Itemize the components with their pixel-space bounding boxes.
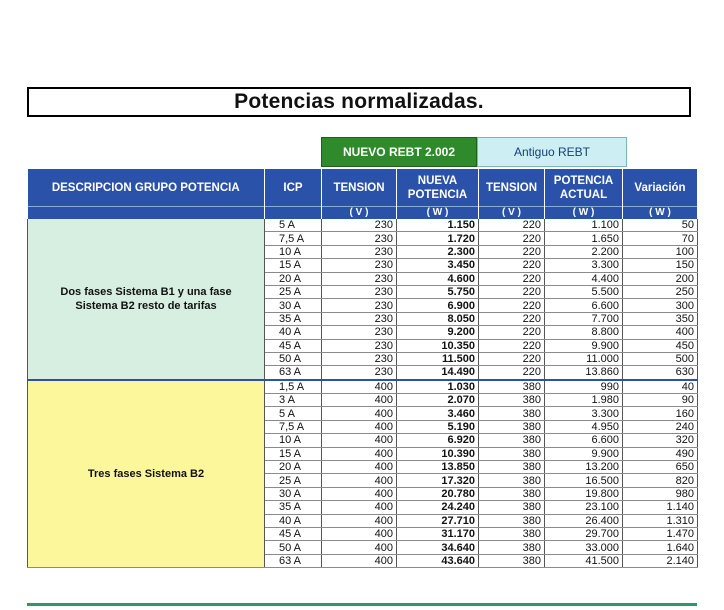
cell-tension-old: 220 xyxy=(479,245,545,258)
cell-tension-old: 380 xyxy=(479,527,545,540)
cell-variacion: 50 xyxy=(623,219,698,232)
cell-tension-new: 400 xyxy=(322,514,397,527)
cell-variacion: 70 xyxy=(623,232,698,245)
bottom-divider xyxy=(27,603,697,606)
cell-icp: 35 A xyxy=(265,501,322,514)
cell-tension-old: 220 xyxy=(479,219,545,232)
header-row xyxy=(28,169,698,207)
cell-tension-old: 380 xyxy=(479,394,545,407)
cell-variacion: 90 xyxy=(623,394,698,407)
power-table xyxy=(27,169,698,568)
cell-potencia-new: 20.780 xyxy=(397,487,479,500)
cell-tension-old: 220 xyxy=(479,232,545,245)
cell-icp: 45 A xyxy=(265,339,322,352)
cell-tension-new: 400 xyxy=(322,487,397,500)
cell-tension-old: 220 xyxy=(479,299,545,312)
cell-potencia-old: 5.500 xyxy=(545,285,623,298)
cell-potencia-new: 9.200 xyxy=(397,326,479,339)
cell-variacion: 500 xyxy=(623,352,698,365)
cell-variacion: 400 xyxy=(623,326,698,339)
cell-potencia-new: 1.150 xyxy=(397,219,479,232)
cell-variacion: 650 xyxy=(623,461,698,474)
cell-icp: 63 A xyxy=(265,554,322,567)
cell-potencia-new: 14.490 xyxy=(397,366,479,380)
col-header-tension-new: TENSION xyxy=(322,169,397,207)
cell-potencia-old: 41.500 xyxy=(545,554,623,567)
cell-icp: 50 A xyxy=(265,541,322,554)
group-header-new-rebt: NUEVO REBT 2.002 xyxy=(321,137,477,167)
cell-icp: 10 A xyxy=(265,434,322,447)
cell-tension-new: 230 xyxy=(322,259,397,272)
cell-potencia-old: 990 xyxy=(545,380,623,394)
cell-icp: 40 A xyxy=(265,326,322,339)
cell-tension-old: 380 xyxy=(479,554,545,567)
cell-potencia-old: 19.800 xyxy=(545,487,623,500)
cell-variacion: 490 xyxy=(623,447,698,460)
cell-tension-old: 220 xyxy=(479,326,545,339)
cell-potencia-new: 3.450 xyxy=(397,259,479,272)
cell-potencia-new: 10.350 xyxy=(397,339,479,352)
cell-potencia-old: 3.300 xyxy=(545,407,623,420)
cell-potencia-old: 1.100 xyxy=(545,219,623,232)
unit-potencia-new: ( W ) xyxy=(397,207,479,220)
cell-icp: 7,5 A xyxy=(265,232,322,245)
cell-tension-old: 220 xyxy=(479,339,545,352)
cell-tension-new: 400 xyxy=(322,474,397,487)
cell-potencia-old: 7.700 xyxy=(545,312,623,325)
cell-potencia-new: 8.050 xyxy=(397,312,479,325)
cell-variacion: 100 xyxy=(623,245,698,258)
cell-tension-old: 220 xyxy=(479,259,545,272)
cell-potencia-old: 16.500 xyxy=(545,474,623,487)
cell-potencia-old: 33.000 xyxy=(545,541,623,554)
cell-variacion: 300 xyxy=(623,299,698,312)
cell-variacion: 320 xyxy=(623,434,698,447)
cell-variacion: 1.470 xyxy=(623,527,698,540)
group-header-old-rebt: Antiguo REBT xyxy=(477,137,627,167)
cell-variacion: 1.140 xyxy=(623,501,698,514)
cell-potencia-new: 6.920 xyxy=(397,434,479,447)
cell-potencia-old: 8.800 xyxy=(545,326,623,339)
cell-tension-new: 230 xyxy=(322,352,397,365)
cell-icp: 1,5 A xyxy=(265,380,322,394)
cell-tension-old: 220 xyxy=(479,352,545,365)
cell-potencia-new: 3.460 xyxy=(397,407,479,420)
cell-icp: 40 A xyxy=(265,514,322,527)
cell-tension-new: 400 xyxy=(322,407,397,420)
unit-tension-old: ( V ) xyxy=(479,207,545,220)
cell-tension-new: 230 xyxy=(322,326,397,339)
cell-potencia-new: 1.720 xyxy=(397,232,479,245)
unit-tension-new: ( V ) xyxy=(322,207,397,220)
col-header-descripcion: DESCRIPCION GRUPO POTENCIA xyxy=(28,169,265,207)
cell-tension-old: 380 xyxy=(479,447,545,460)
cell-potencia-old: 1.980 xyxy=(545,394,623,407)
cell-potencia-new: 5.190 xyxy=(397,420,479,433)
cell-tension-old: 380 xyxy=(479,461,545,474)
cell-variacion: 450 xyxy=(623,339,698,352)
cell-potencia-new: 6.900 xyxy=(397,299,479,312)
cell-potencia-new: 10.390 xyxy=(397,447,479,460)
unit-empty xyxy=(28,207,265,220)
cell-potencia-new: 2.070 xyxy=(397,394,479,407)
cell-icp: 5 A xyxy=(265,219,322,232)
cell-potencia-old: 13.860 xyxy=(545,366,623,380)
cell-potencia-new: 5.750 xyxy=(397,285,479,298)
cell-potencia-new: 11.500 xyxy=(397,352,479,365)
cell-icp: 15 A xyxy=(265,447,322,460)
cell-potencia-old: 11.000 xyxy=(545,352,623,365)
cell-tension-new: 400 xyxy=(322,420,397,433)
cell-tension-old: 380 xyxy=(479,514,545,527)
unit-potencia-old: ( W ) xyxy=(545,207,623,220)
cell-tension-new: 230 xyxy=(322,285,397,298)
cell-tension-new: 400 xyxy=(322,447,397,460)
cell-potencia-old: 3.300 xyxy=(545,259,623,272)
cell-icp: 30 A xyxy=(265,299,322,312)
cell-potencia-old: 4.400 xyxy=(545,272,623,285)
group-label: Tres fases Sistema B2 xyxy=(28,380,265,568)
cell-variacion: 150 xyxy=(623,259,698,272)
cell-tension-old: 380 xyxy=(479,380,545,394)
cell-potencia-new: 4.600 xyxy=(397,272,479,285)
cell-icp: 5 A xyxy=(265,407,322,420)
cell-tension-new: 230 xyxy=(322,339,397,352)
cell-tension-old: 220 xyxy=(479,285,545,298)
cell-icp: 45 A xyxy=(265,527,322,540)
cell-icp: 20 A xyxy=(265,461,322,474)
cell-icp: 35 A xyxy=(265,312,322,325)
cell-variacion: 40 xyxy=(623,380,698,394)
cell-potencia-old: 2.200 xyxy=(545,245,623,258)
cell-potencia-new: 1.030 xyxy=(397,380,479,394)
cell-tension-old: 380 xyxy=(479,434,545,447)
cell-potencia-old: 13.200 xyxy=(545,461,623,474)
cell-tension-new: 400 xyxy=(322,434,397,447)
cell-potencia-old: 1.650 xyxy=(545,232,623,245)
cell-icp: 30 A xyxy=(265,487,322,500)
col-header-tension-old: TENSION xyxy=(479,169,545,207)
cell-variacion: 250 xyxy=(623,285,698,298)
col-header-icp: ICP xyxy=(265,169,322,207)
cell-tension-old: 380 xyxy=(479,420,545,433)
cell-tension-new: 400 xyxy=(322,554,397,567)
table-body xyxy=(28,219,698,568)
unit-empty xyxy=(265,207,322,220)
cell-tension-new: 230 xyxy=(322,219,397,232)
cell-potencia-old: 4.950 xyxy=(545,420,623,433)
cell-icp: 20 A xyxy=(265,272,322,285)
cell-potencia-new: 2.300 xyxy=(397,245,479,258)
cell-icp: 25 A xyxy=(265,285,322,298)
cell-tension-new: 400 xyxy=(322,501,397,514)
cell-icp: 63 A xyxy=(265,366,322,380)
cell-icp: 50 A xyxy=(265,352,322,365)
cell-icp: 7,5 A xyxy=(265,420,322,433)
cell-variacion: 2.140 xyxy=(623,554,698,567)
cell-tension-old: 380 xyxy=(479,474,545,487)
cell-tension-new: 230 xyxy=(322,366,397,380)
cell-potencia-new: 31.170 xyxy=(397,527,479,540)
cell-tension-new: 400 xyxy=(322,461,397,474)
col-header-potencia-new: NUEVA POTENCIA xyxy=(397,169,479,207)
table-row xyxy=(28,380,698,394)
cell-tension-new: 230 xyxy=(322,312,397,325)
cell-tension-new: 230 xyxy=(322,299,397,312)
cell-tension-old: 380 xyxy=(479,501,545,514)
cell-icp: 10 A xyxy=(265,245,322,258)
units-row xyxy=(28,207,698,220)
cell-variacion: 1.310 xyxy=(623,514,698,527)
cell-variacion: 630 xyxy=(623,366,698,380)
cell-variacion: 1.640 xyxy=(623,541,698,554)
cell-tension-old: 220 xyxy=(479,366,545,380)
cell-variacion: 980 xyxy=(623,487,698,500)
cell-potencia-new: 24.240 xyxy=(397,501,479,514)
cell-icp: 15 A xyxy=(265,259,322,272)
cell-potencia-old: 6.600 xyxy=(545,434,623,447)
cell-variacion: 240 xyxy=(623,420,698,433)
cell-potencia-old: 29.700 xyxy=(545,527,623,540)
cell-tension-new: 230 xyxy=(322,245,397,258)
cell-tension-old: 380 xyxy=(479,541,545,554)
cell-potencia-old: 23.100 xyxy=(545,501,623,514)
cell-tension-new: 400 xyxy=(322,541,397,554)
cell-potencia-new: 34.640 xyxy=(397,541,479,554)
cell-variacion: 820 xyxy=(623,474,698,487)
col-header-variacion: Variación xyxy=(623,169,698,207)
cell-potencia-old: 26.400 xyxy=(545,514,623,527)
cell-icp: 25 A xyxy=(265,474,322,487)
cell-tension-old: 220 xyxy=(479,272,545,285)
cell-variacion: 160 xyxy=(623,407,698,420)
cell-potencia-new: 17.320 xyxy=(397,474,479,487)
col-header-potencia-old: POTENCIA ACTUAL xyxy=(545,169,623,207)
cell-potencia-old: 6.600 xyxy=(545,299,623,312)
unit-variacion: ( W ) xyxy=(623,207,698,220)
cell-potencia-new: 43.640 xyxy=(397,554,479,567)
cell-tension-old: 380 xyxy=(479,407,545,420)
cell-tension-new: 400 xyxy=(322,380,397,394)
page-title: Potencias normalizadas. xyxy=(27,87,691,117)
cell-potencia-old: 9.900 xyxy=(545,447,623,460)
cell-tension-old: 220 xyxy=(479,312,545,325)
cell-tension-new: 400 xyxy=(322,394,397,407)
cell-variacion: 350 xyxy=(623,312,698,325)
cell-potencia-old: 9.900 xyxy=(545,339,623,352)
cell-icp: 3 A xyxy=(265,394,322,407)
cell-potencia-new: 27.710 xyxy=(397,514,479,527)
table-row xyxy=(28,219,698,232)
cell-variacion: 200 xyxy=(623,272,698,285)
cell-potencia-new: 13.850 xyxy=(397,461,479,474)
cell-tension-new: 400 xyxy=(322,527,397,540)
cell-tension-old: 380 xyxy=(479,487,545,500)
group-label: Dos fases Sistema B1 y una fase Sistema B2 resto de tarifas xyxy=(28,219,265,380)
cell-tension-new: 230 xyxy=(322,272,397,285)
cell-tension-new: 230 xyxy=(322,232,397,245)
